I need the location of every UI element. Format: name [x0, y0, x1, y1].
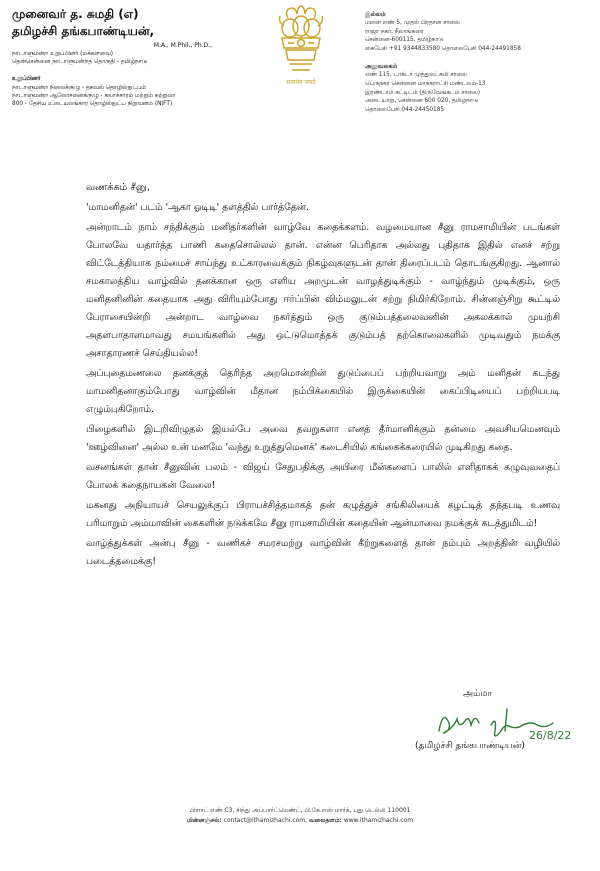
paragraph-2: அன்றாடம் நாம் சந்திக்கும் மனிதர்களின் வாழ்வே கதைக்களம். வழமையான சீனு ராமசாமியின் படங்கள் போலவே யதார்த்த பாணி கதைசொல்லல் தான். என்ன பெரிதாக அல்லது புதிதாக இதில் எனச் சற்று விட்டேத்தியாக நம்மைச் சாய்ந்து உட்காரவைக்கும் நிகழ்வுகளுடன் தான் திரைப்படம் தொடங்குகிறது. ஆனால் சமகாலத்திய வாழ்வில் தனக்கான ஒரு எளிய அறமுடன் வாழத்துடிக்கும் - வாழ்ந்தும் முடிக்கும், ஒரு மனிதனினின் கதையாக அது விரியும்போது ஈர்ப்பின் விம்மலுடன் சற்று நிமிர்கிறோம். சின்னஞ்சிறு கூட்டில் பேராசையின்றி அன்றாட வாழ்வை நகர்த்தும் ஒரு குடும்பத்தலைவனின் அகலக்கால் முயற்சி அதளபாதாளமாவது சமயங்களில் அது ஒட்டுமொத்தக் குடும்பத் தற்கொலைகளில் முடிவதும் நமக்கு அசாதாரணச் செய்தியல்ல! [86, 222, 560, 359]
sender-degrees: M.A., M.Phil., Ph.D., [153, 42, 212, 49]
office-title: அலுவலகம் [365, 63, 398, 71]
position-line2: தென்சென்னை நாடாளுமன்றத் தொகுதி - தமிழ்நாடு [12, 59, 147, 66]
footer [0, 806, 600, 826]
letterhead-right [365, 10, 597, 114]
position-line1: நாடாளுமன்ற உறுப்பினர் (மக்களவை) [12, 51, 114, 57]
paragraph-3: அப்புதைமணலை தனக்குத் தெரிந்த அறமொன்றின் துடுப்பைப் பற்றியவாறு அம் மனிதன் கடந்து மாமனிதனாகும்போது வாழ்வின் மீதான நம்பிக்கையில் இருக்கையின் கைப்பிடியைப் பற்றியபடி எழும்புகிறோம். [86, 368, 560, 415]
signatory-name: (தமிழச்சி தங்கபாண்டியன்) [415, 741, 525, 751]
paragraph-1: 'மாமனிதன்' படம் 'ஆகா ஓடிடி' தளத்தில் பார்த்தேன். [86, 202, 309, 213]
letterhead-left [12, 6, 312, 108]
office-line2: பெருநகர சென்னை மாநகராட்சி மண்டலம்-13 [365, 80, 486, 87]
office-line1: எண் 115, டாக்டர் முத்துலட்சுமி சாலை [365, 72, 467, 79]
email-label: மின்னஞ்சல்: [186, 817, 222, 824]
home-line4: கைபேசி +91 9344833580 தொலைபேசி 044-24491858 [365, 45, 521, 52]
national-emblem-icon [270, 4, 332, 92]
svg-text:सत्यमेव जयते: सत्यमेव जयते [286, 79, 316, 86]
member-line3: 800 - தேசிய உடையலங்கார தொழில்நுட்ப நிறுவனம் (NIFT) [12, 101, 173, 108]
greeting: வணக்கம் சீனு, [86, 182, 150, 193]
email-link[interactable]: contact@ithamizhachi.com, [223, 817, 308, 824]
office-line5: தொலைபேசி 044-24450185 [365, 106, 445, 113]
paragraph-6: மகனது அநியாயச் செயலுக்குப் பிராயச்சித்தமாகத் தன் கழுத்துச் சங்கிலியைக் கழட்டித் தந்தபடி உணவு பரிமாறும் அம்மாவின் கைகளின் நடுக்கமே சீனு ராமசாமியின் கதையின் ஆன்மாவை நமக்குக் கடத்துமிடம்! [86, 500, 560, 529]
paragraph-7: வாழ்த்துக்கள் அன்பு சீனு - வணிகச் சமரசமற்று வாழ்வின் கீற்றுகளைத் தான் நம்பும் அறத்தின் வழியில் படைத்தமைக்கு! [86, 538, 560, 567]
home-line1: மனை எண் 5, முதல் பிரதான சாலை [365, 20, 460, 26]
signature-block [415, 689, 595, 751]
footer-contact [0, 816, 600, 826]
paragraph-4: பிழைகளில் இடறிவிழுதல் இயல்பே அவை தவறுகளா எனத் தீர்மானிக்கும் தன்மை அவசியமெனவும் 'ஊழ்வினை' அல்ல உன் மனமே 'வந்து உறுத்துமெனக்' கடைசியில் கங்கைக்கரையில் முடிகிறது கதை. [86, 424, 560, 453]
footer-address: பிளாட் எண் C3, சிந்து அப்பார்ட்மெண்ட், பி.கே.எஸ் மார்க், புது டெல்லி 110001 [189, 807, 411, 814]
member-title: உறுப்பினர் [12, 76, 41, 83]
letter-body [86, 179, 560, 573]
member-line2: நாடாளுமன்ற ஆலோசனைக்குழு - கலாச்சாரம் மற்றும் சுற்றுலா [12, 92, 176, 99]
closing: அம்மா [463, 689, 493, 699]
website-link[interactable]: www.ithamizhachi.com [343, 817, 414, 824]
home-title: இல்லம் [365, 11, 386, 18]
office-line4: அடையாறு, சென்னை 600 020, தமிழ்நாடு [365, 98, 479, 105]
home-line2: ராஜா நகர், நீலாங்கரை [365, 28, 424, 35]
paragraph-5: வசனங்கள் தான் சீனுவின் பலம் - விஜய் சேதுபதிக்கு அயிரை மீன்களைப் பாலில் எளிதாகக் கழுவுவதைப் போலக் கதைநாயகன் வேலை! [86, 462, 560, 491]
sender-name-line2: தமிழச்சி தங்கபாண்டியன், [12, 24, 155, 38]
office-line3: இரண்டாம் கட்டிடம் (திருவேங்கடம் சாலை) [365, 89, 480, 96]
sender-name-line1: முனைவர் த. சுமதி (எ) [12, 7, 139, 21]
website-label: வலைதளம்: [308, 817, 342, 824]
member-line1: நாடாளுமன்ற நிலைக்குழு - தகவல் தொழில்நுட்பம் [12, 84, 146, 91]
home-line3: சென்னை-600115, தமிழ்நாடு [365, 37, 444, 44]
handwritten-signature [433, 701, 583, 745]
signature-date: 26/8/22 [529, 729, 572, 742]
